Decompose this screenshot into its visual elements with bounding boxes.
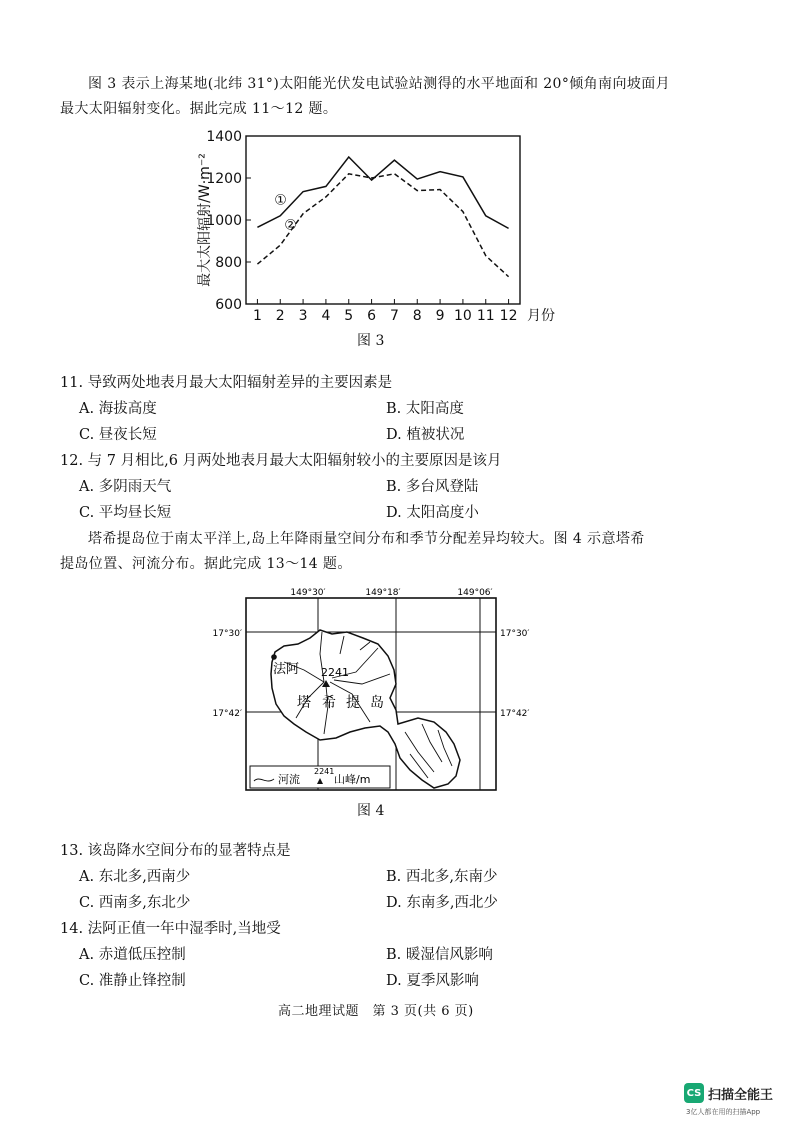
map-lat-label-right-2: 17°42′ (500, 709, 530, 719)
map-lat-label-left-1: 17°30′ (212, 629, 242, 639)
x-axis-label: 月份 (527, 308, 555, 324)
x-tick-label: 1 (252, 308, 262, 324)
map-lat-label-right-1: 17°30′ (500, 629, 530, 639)
x-tick-label: 6 (367, 308, 377, 324)
island-name-char-2: 希 (322, 695, 336, 711)
question-11-option-c[interactable]: C. 昼夜长短 (79, 427, 157, 443)
x-tick-label: 9 (435, 308, 445, 324)
intro-paragraph-line-2: 最大太阳辐射变化。据此完成 11～12 题。 (60, 101, 338, 117)
figure-3-caption: 图 3 (357, 333, 385, 349)
question-12-option-b[interactable]: B. 多台风登陆 (386, 479, 479, 495)
question-11-stem: 11. 导致两处地表月最大太阳辐射差异的主要因素是 (60, 375, 393, 391)
x-tick-label: 8 (412, 308, 422, 324)
page-footer: 高二地理试题 第 3 页(共 6 页) (278, 1004, 474, 1019)
figure-4-map (200, 582, 550, 800)
question-13-option-d[interactable]: D. 东南多,西北少 (386, 895, 498, 911)
map-lon-label-3: 149°06′ (457, 588, 493, 598)
figure-3-line-chart (190, 122, 590, 332)
city-faa-label: 法阿 (273, 662, 300, 677)
question-13-option-a[interactable]: A. 东北多,西南少 (79, 869, 191, 885)
question-14-option-c[interactable]: C. 准静止锋控制 (79, 973, 186, 989)
x-tick-label: 11 (476, 308, 495, 324)
y-tick-label: 800 (215, 255, 242, 271)
legend-peak-value: 2241 (314, 767, 335, 776)
question-14-option-d[interactable]: D. 夏季风影响 (386, 973, 479, 989)
map-lon-label-1: 149°30′ (290, 588, 326, 598)
question-11-option-d[interactable]: D. 植被状况 (386, 427, 465, 443)
question-14-stem: 14. 法阿正值一年中湿季时,当地受 (60, 921, 281, 937)
y-tick-label: 1000 (206, 213, 242, 229)
question-11-option-b[interactable]: B. 太阳高度 (386, 401, 464, 417)
x-tick-label: 2 (275, 308, 285, 324)
x-tick-label: 12 (499, 308, 518, 324)
series-2-label: ② (284, 217, 297, 234)
question-13-option-c[interactable]: C. 西南多,东北少 (79, 895, 191, 911)
scanner-app-slogan: 3亿人都在用的扫描App (686, 1108, 761, 1116)
x-tick-label: 7 (389, 308, 399, 324)
y-tick-label: 600 (215, 297, 242, 313)
legend-peak-label: 山峰/m (334, 773, 371, 786)
y-axis-label: 最大太阳辐射/W·m⁻² (197, 153, 213, 287)
x-tick-label: 4 (321, 308, 331, 324)
question-13-stem: 13. 该岛降水空间分布的显著特点是 (60, 843, 291, 859)
legend-river-label: 河流 (278, 773, 300, 786)
x-tick-label: 5 (344, 308, 354, 324)
question-11-option-a[interactable]: A. 海拔高度 (79, 401, 157, 417)
question-14-option-b[interactable]: B. 暖湿信风影响 (386, 947, 493, 963)
y-tick-label: 1200 (206, 171, 242, 187)
question-12-option-d[interactable]: D. 太阳高度小 (386, 505, 479, 521)
island-name-char-3: 提 (346, 695, 360, 711)
question-12-option-a[interactable]: A. 多阴雨天气 (79, 479, 172, 495)
scanner-badge (684, 1083, 773, 1103)
question-14-option-a[interactable]: A. 赤道低压控制 (79, 947, 186, 963)
map-lon-label-2: 149°18′ (365, 588, 401, 598)
series-1-label: ① (274, 192, 287, 209)
question-12-option-c[interactable]: C. 平均昼长短 (79, 505, 172, 521)
intro-paragraph-line-1: 图 3 表示上海某地(北纬 31°)太阳能光伏发电试验站测得的水平地面和 20°倾角南向坡面月 (88, 76, 671, 92)
intro2-paragraph-line-2: 提岛位置、河流分布。据此完成 13～14 题。 (60, 556, 352, 572)
city-faa-dot (271, 654, 277, 660)
peak-elevation-label: 2241 (321, 666, 349, 679)
question-13-option-b[interactable]: B. 西北多,东南少 (386, 869, 498, 885)
scanner-app-name: 扫描全能王 (708, 1087, 774, 1103)
x-tick-label: 3 (298, 308, 308, 324)
island-name-char-4: 岛 (370, 695, 384, 711)
y-tick-label: 1400 (206, 129, 242, 145)
x-tick-label: 10 (454, 308, 472, 324)
island-name-char-1: 塔 (297, 695, 311, 711)
figure-4-caption: 图 4 (357, 803, 385, 819)
intro2-paragraph-line-1: 塔希提岛位于南太平洋上,岛上年降雨量空间分布和季节分配差异均较大。图 4 示意塔希 (88, 531, 645, 547)
scanner-logo-icon: CS (684, 1083, 704, 1103)
question-12-stem: 12. 与 7 月相比,6 月两处地表月最大太阳辐射较小的主要原因是该月 (60, 453, 502, 469)
map-lat-label-left-2: 17°42′ (212, 709, 242, 719)
